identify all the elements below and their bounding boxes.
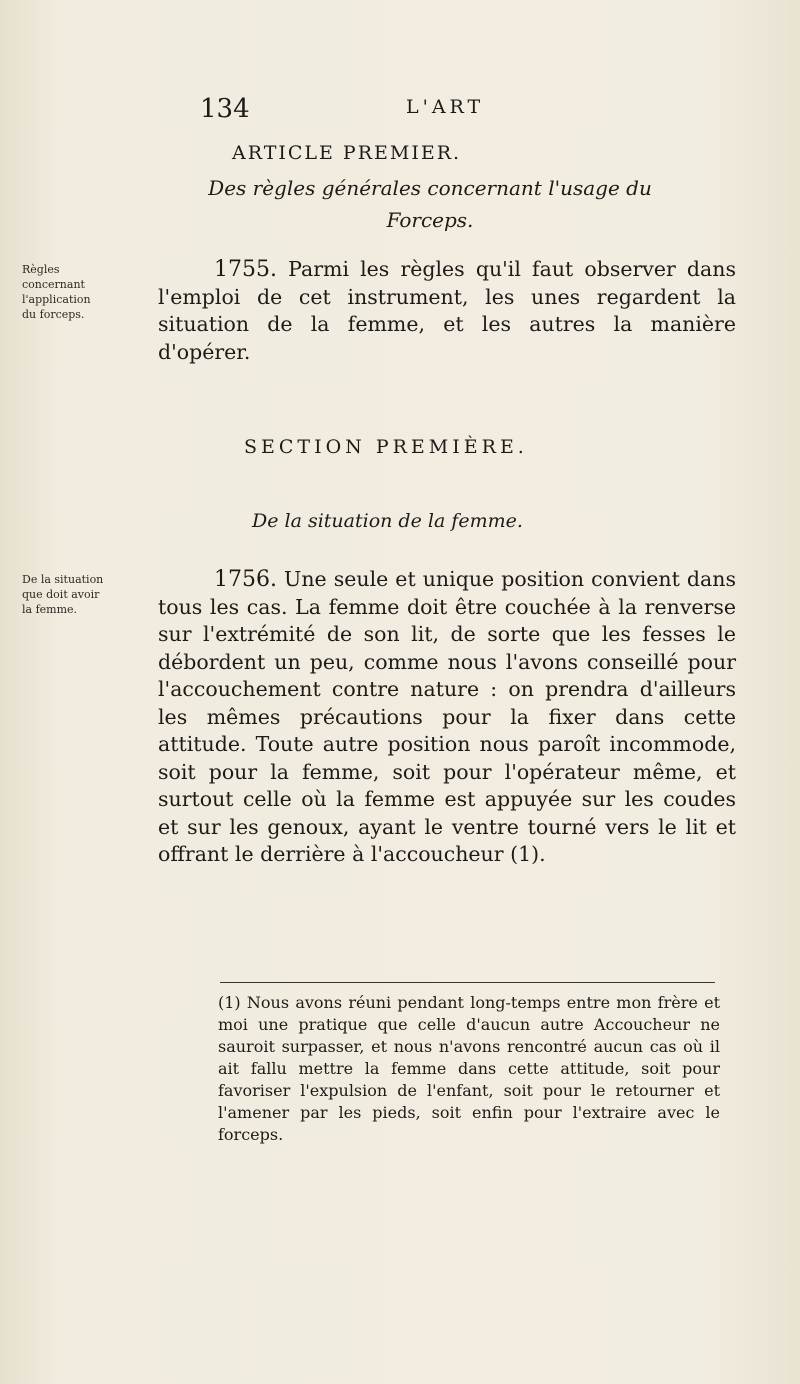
- running-title: L'ART: [406, 96, 485, 118]
- article-subtitle: Des règles générales concernant l'usage du Forceps.: [208, 176, 652, 232]
- footnote-rule: [220, 982, 715, 983]
- paragraph-1755: [158, 256, 736, 366]
- footnote: (1) Nous avons réuni pendant long-temps entre mon frère et moi une pratique que celle d'aucun autre Accoucheur ne sauroit surpasser, et nous n'avons rencontré aucun cas où il ait fallu mettre la femme dans cette attitude, soit pour favoriser l'expulsion de l'enfant, soit pour le retourner et l'amener par les pieds, soit enfin pour l'extraire avec le forceps.: [218, 993, 720, 1144]
- paragraph-text: Une seule et unique position convient dans tous les cas. La femme doit être couchée à la renverse sur l'extrémité de son lit, de sorte que les fesses le débordent un peu, comme nous l'avons conseillé pour l'accouchement contre nature : on prendra d'ailleurs les mêmes précautions pour la fixer dans cette attitude. Toute autre position nous paroît incommode, soit pour la femme, soit pour l'opérateur même, et surtout celle où la femme est appuyée sur les coudes et sur les genoux, ayant le ventre tourné vers le lit et offrant le derrière à l'accoucheur (1).: [158, 567, 736, 866]
- paragraph-number: 1755.: [214, 257, 277, 282]
- article-title: ARTICLE PREMIER.: [232, 142, 462, 164]
- running-head: [200, 94, 760, 134]
- paragraph-number: 1756.: [214, 567, 277, 592]
- page-number: 134: [200, 94, 250, 124]
- section-subheading: De la situation de la femme.: [252, 510, 523, 532]
- paragraph-text: Parmi les règles qu'il faut observer dans l'emploi de cet instrument, les unes regardent la situation de la femme, et les autres la manière d'opérer.: [158, 257, 736, 364]
- paragraph-1756: [158, 566, 736, 869]
- sidenote-forceps-rules: Règles concernant l'application du forceps.: [22, 263, 91, 321]
- section-heading: SECTION PREMIÈRE.: [244, 436, 528, 458]
- sidenote-woman-position: De la situation que doit avoir la femme.: [22, 573, 104, 616]
